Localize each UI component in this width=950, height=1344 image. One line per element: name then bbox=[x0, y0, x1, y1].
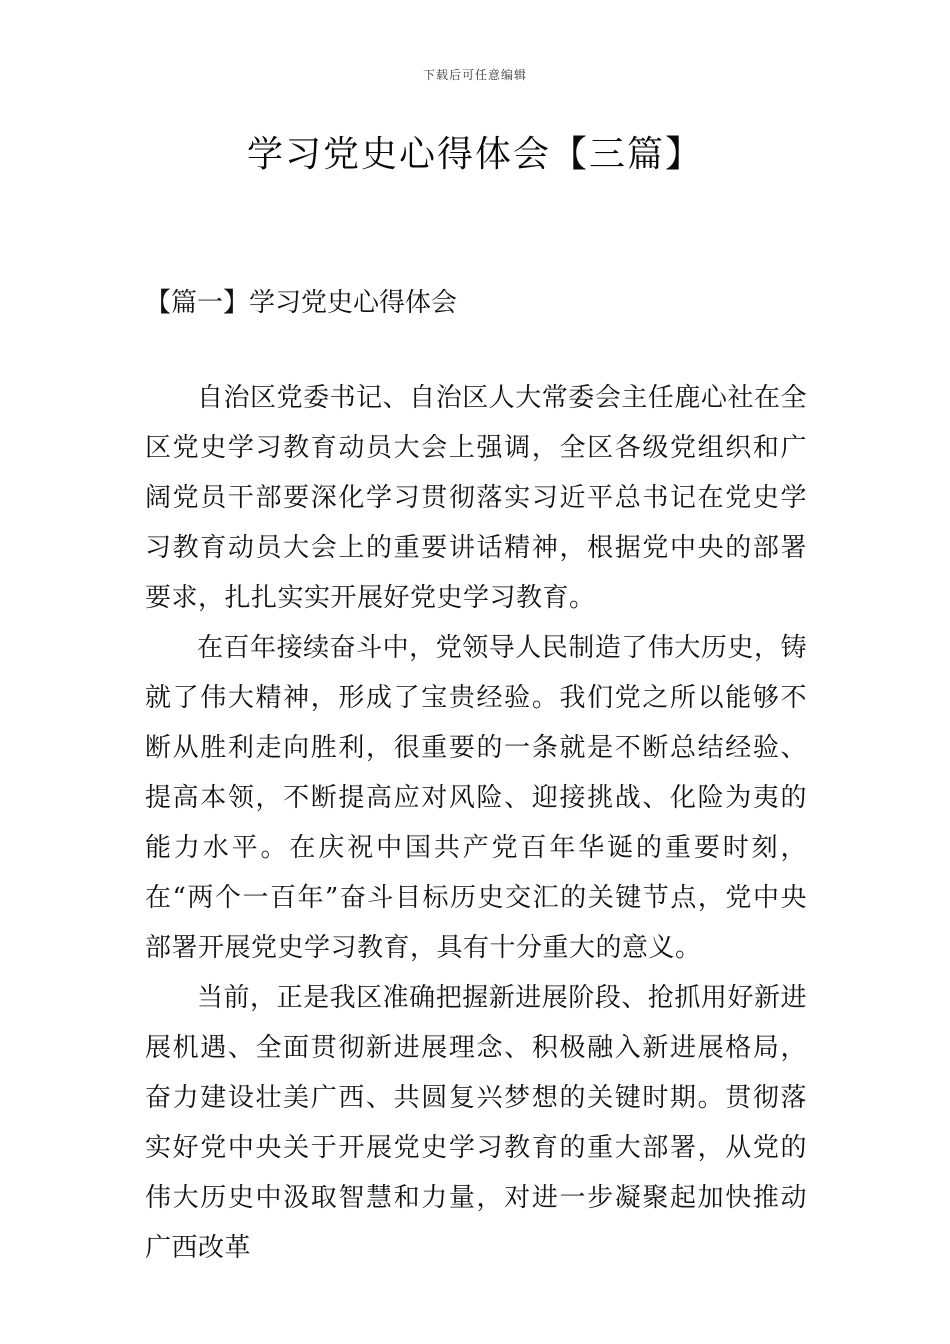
body-text bbox=[145, 373, 807, 1273]
paragraph: 当前，正是我区准确把握新进展阶段、抢抓用好新进展机遇、全面贯彻新进展理念、积极融入新进展格局，奋力建设壮美广西、共圆复兴梦想的关键时期。贯彻落实好党中央关于开展党史学习教育的重大部署，从党的伟大历史中汲取智慧和力量，对进一步凝聚起加快推动广西改革 bbox=[145, 983, 807, 1263]
paragraph: 在百年接续奋斗中，党领导人民制造了伟大历史，铸就了伟大精神，形成了宝贵经验。我们党之所以能够不断从胜利走向胜利，很重要的一条就是不断总结经验、提高本领，不断提高应对风险、迎接挑战、化险为夷的能力水平。在庆祝中国共产党百年华诞的重要时刻，在“两个一百年”奋斗目标历史交汇的关键节点，党中央部署开展党史学习教育，具有十分重大的意义。 bbox=[145, 633, 807, 963]
section-heading: 【篇一】学习党史心得体会 bbox=[145, 288, 458, 318]
paragraph: 自治区党委书记、自治区人大常委会主任鹿心社在全区党史学习教育动员大会上强调，全区各级党组织和广阔党员干部要深化学习贯彻落实习近平总书记在党史学习教育动员大会上的重要讲话精神，根据党中央的部署要求，扎扎实实开展好党史学习教育。 bbox=[145, 383, 807, 613]
document-title: 学习党史心得体会【三篇】 bbox=[246, 134, 703, 175]
header-note: 下载后可任意编辑 bbox=[422, 68, 527, 82]
